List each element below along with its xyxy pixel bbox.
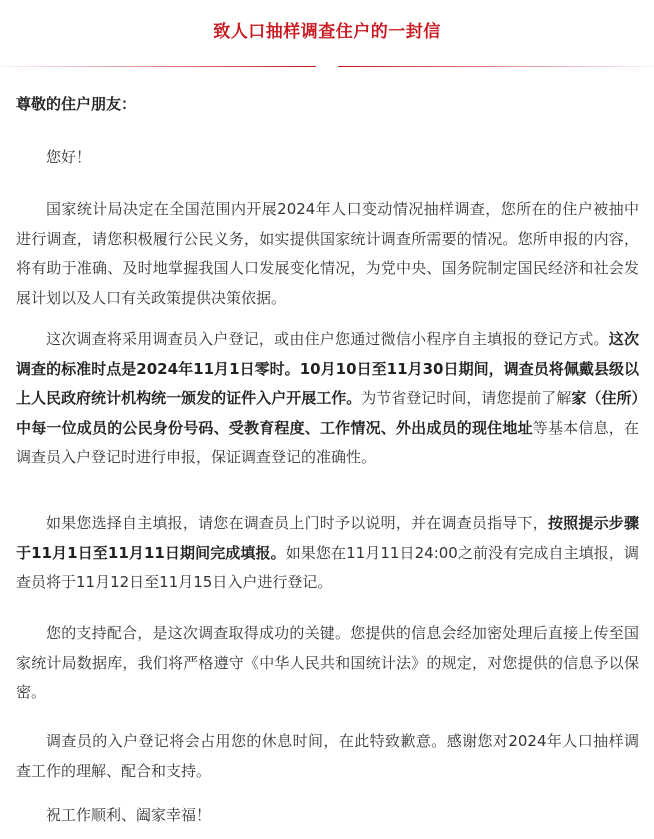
method-text-3: 等基本信息，在调查员入户登记时进行申报，保证调查登记的准确性。 <box>16 418 639 466</box>
title-divider-left <box>0 66 316 67</box>
self-report-text: 如果您选择自主填报，请您在调查员上门时予以说明，并在调查员指导下， <box>46 514 548 532</box>
paragraph-thanks: 调查员的入户登记将会占用您的休息时间，在此特致歉意。感谢您对2024年人口抽样调查工作的理解、配合和支持。 <box>16 732 639 780</box>
method-text-2: 为节省登记时间，请您提前了解 <box>361 389 572 407</box>
standard-time-notice: 这次调查的标准时点是2024年11月1日零时。10月10日至11月30日期间，调查员将佩戴县级以上人民政府统计机构统一颁发的证件入户开展工作。 <box>16 330 639 407</box>
closing-wish: 祝工作顺利、阖家幸福！ <box>46 806 212 824</box>
self-report-deadline: 按照提示步骤于11月1日至11月11日期间完成填报。 <box>16 514 639 562</box>
paragraph-survey-intro: 国家统计局决定在全国范围内开展2024年人口变动情况抽样调查，您所在的住户被抽中进行调查，请您积极履行公民义务，如实提供国家统计调查所需要的情况。您所申报的内容，将有助于准确、及时地掌握我国人口发展变化情况，为党中央、国务院制定国民经济和社会发展计划以及人口有关政策提供决策依据。 <box>16 200 639 307</box>
required-info-notice: 家（住所）中每一位成员的公民身份号码、受教育程度、工作情况、外出成员的现住地址 <box>16 389 639 437</box>
method-text: 这次调查将采用调查员入户登记，或由住户您通过微信小程序自主填报的登记方式。 <box>46 330 609 348</box>
self-report-text-2: 如果您在11月11日24:00之前没有完成自主填报，调查员将于11月12日至11月15日入户进行登记。 <box>16 543 639 591</box>
paragraph-privacy: 您的支持配合，是这次调查取得成功的关键。您提供的信息会经加密处理后直接上传至国家统计局数据库，我们将严格遵守《中华人民共和国统计法》的规定，对您提供的信息予以保密。 <box>16 624 639 701</box>
paragraph-survey-method <box>16 325 639 473</box>
salutation: 尊敬的住户朋友： <box>16 95 137 113</box>
letter-title: 致人口抽样调查住户的一封信 <box>213 22 441 42</box>
paragraph-self-report <box>16 509 639 598</box>
greeting: 您好！ <box>46 148 92 166</box>
title-divider-right <box>338 66 654 67</box>
